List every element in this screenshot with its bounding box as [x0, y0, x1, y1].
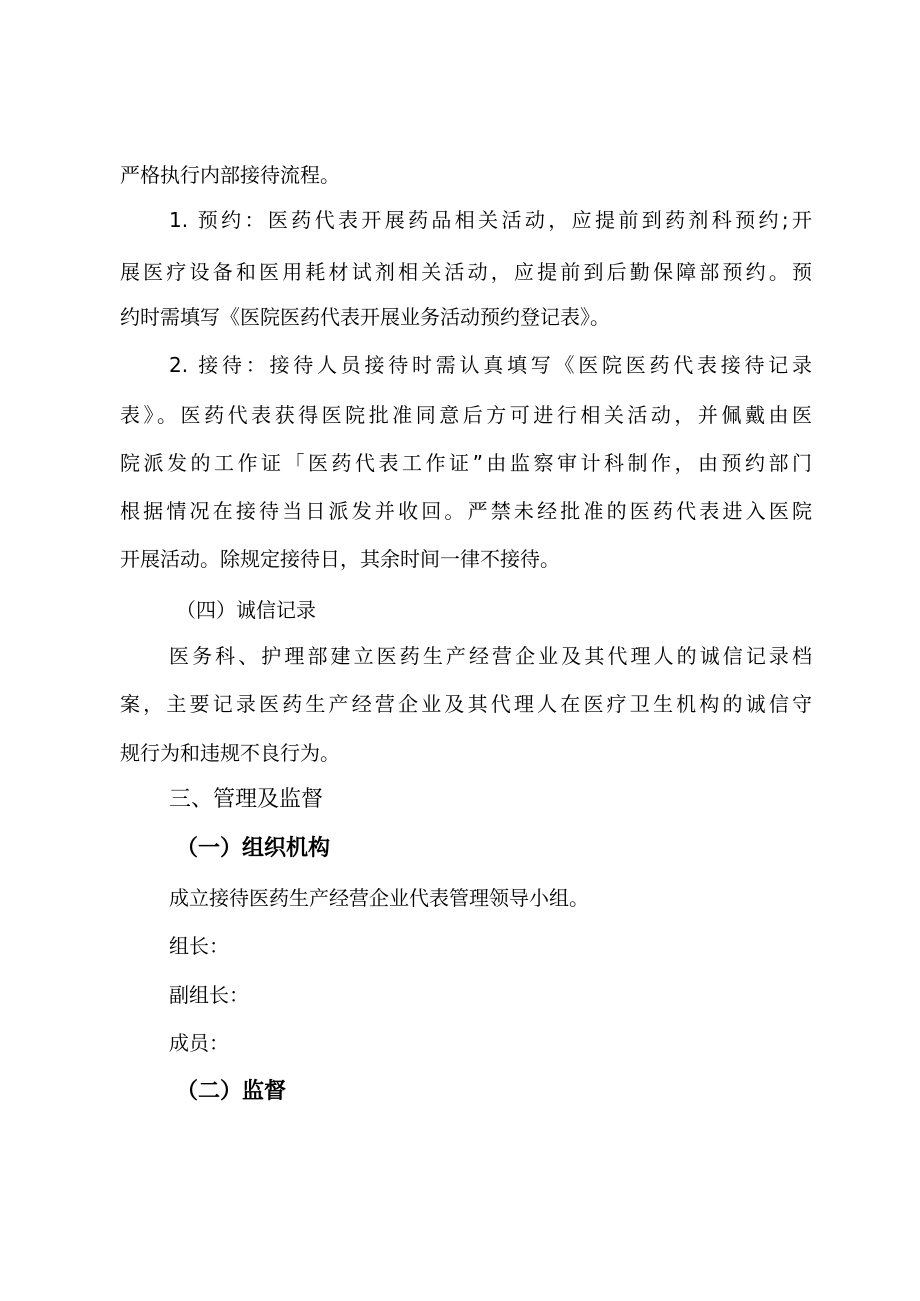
paragraph-line: 根据情况在接待当日派发并收回。严禁未经批准的医药代表进入医院 — [120, 499, 812, 523]
section-heading: 三、管理及监督 — [169, 787, 324, 812]
paragraph-line: 表》。医药代表获得医院批准同意后方可进行相关活动，并佩戴由医 — [120, 403, 812, 427]
field-label-members: 成员： — [169, 1031, 229, 1055]
field-label-deputy-leader: 副组长： — [169, 983, 249, 1007]
paragraph-line: 2. 接待：接待人员接待时需认真填写《医院医药代表接待记录 — [169, 353, 812, 377]
paragraph-line: 1. 预约：医药代表开展药品相关活动，应提前到药剂科预约;开 — [169, 208, 812, 232]
paragraph-line: 约时需填写《医院医药代表开展业务活动预约登记表》。 — [120, 305, 610, 329]
paragraph-line: 医务科、护理部建立医药生产经营企业及其代理人的诚信记录档 — [169, 644, 812, 668]
paragraph-line: 开展活动。除规定接待日，其余时间一律不接待。 — [120, 547, 560, 571]
paragraph-line: 案，主要记录医药生产经营企业及其代理人在医疗卫生机构的诚信守 — [120, 692, 812, 716]
section-subheading: （二）监督 — [176, 1079, 287, 1104]
paragraph-line: 规行为和违规不良行为。 — [120, 741, 340, 765]
section-subheading: （一）组织机构 — [176, 836, 331, 861]
paragraph-line: 院派发的工作证「医药代表工作证”由监察审计科制作，由预约部门 — [120, 451, 812, 475]
section-subheading: （四）诚信记录 — [176, 598, 316, 622]
field-label-leader: 组长： — [169, 934, 229, 958]
paragraph-line: 严格执行内部接待流程。 — [120, 163, 340, 187]
paragraph-line: 成立接待医药生产经营企业代表管理领导小组。 — [169, 886, 589, 910]
paragraph-line: 展医疗设备和医用耗材试剂相关活动，应提前到后勤保障部预约。预 — [120, 260, 812, 284]
